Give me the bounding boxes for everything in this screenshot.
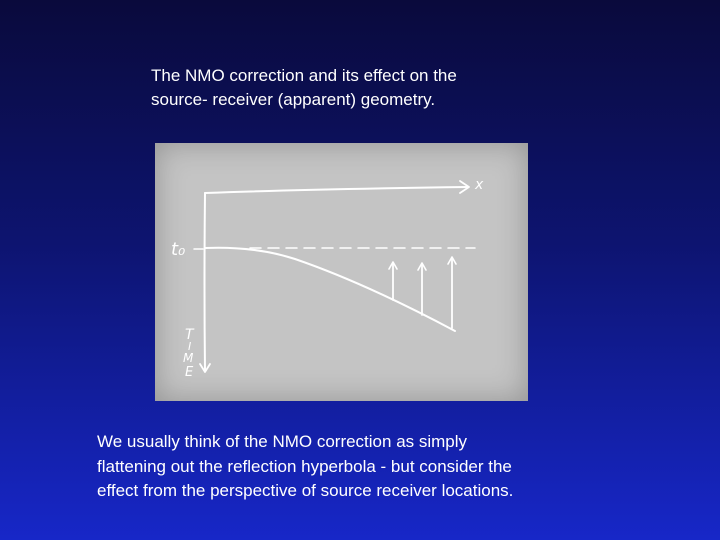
slide-caption <box>97 430 657 504</box>
time-letter-m: M <box>183 351 194 365</box>
nmo-sketch <box>155 143 528 401</box>
title-line-2: source- receiver (apparent) geometry. <box>151 90 436 109</box>
title-line-1: The NMO correction and its effect on the <box>151 66 457 85</box>
t0-label: t₀ <box>171 239 186 260</box>
caption-line-2: flattening out the reflection hyperbola - but consider the <box>97 456 512 476</box>
reflection-hyperbola <box>205 248 455 331</box>
time-axis <box>205 193 206 371</box>
x-axis <box>205 187 468 193</box>
x-axis-label: x <box>475 177 484 193</box>
slide-title <box>151 64 571 112</box>
time-letter-e: E <box>185 365 194 380</box>
time-letter-i: I <box>188 340 192 353</box>
time-letter-t: T <box>185 327 194 343</box>
caption-line-3: effect from the perspective of source receiver locations. <box>97 481 514 500</box>
nmo-sketch-drawing <box>155 143 528 401</box>
caption-line-1: We usually think of the NMO correction as simply <box>97 432 468 451</box>
